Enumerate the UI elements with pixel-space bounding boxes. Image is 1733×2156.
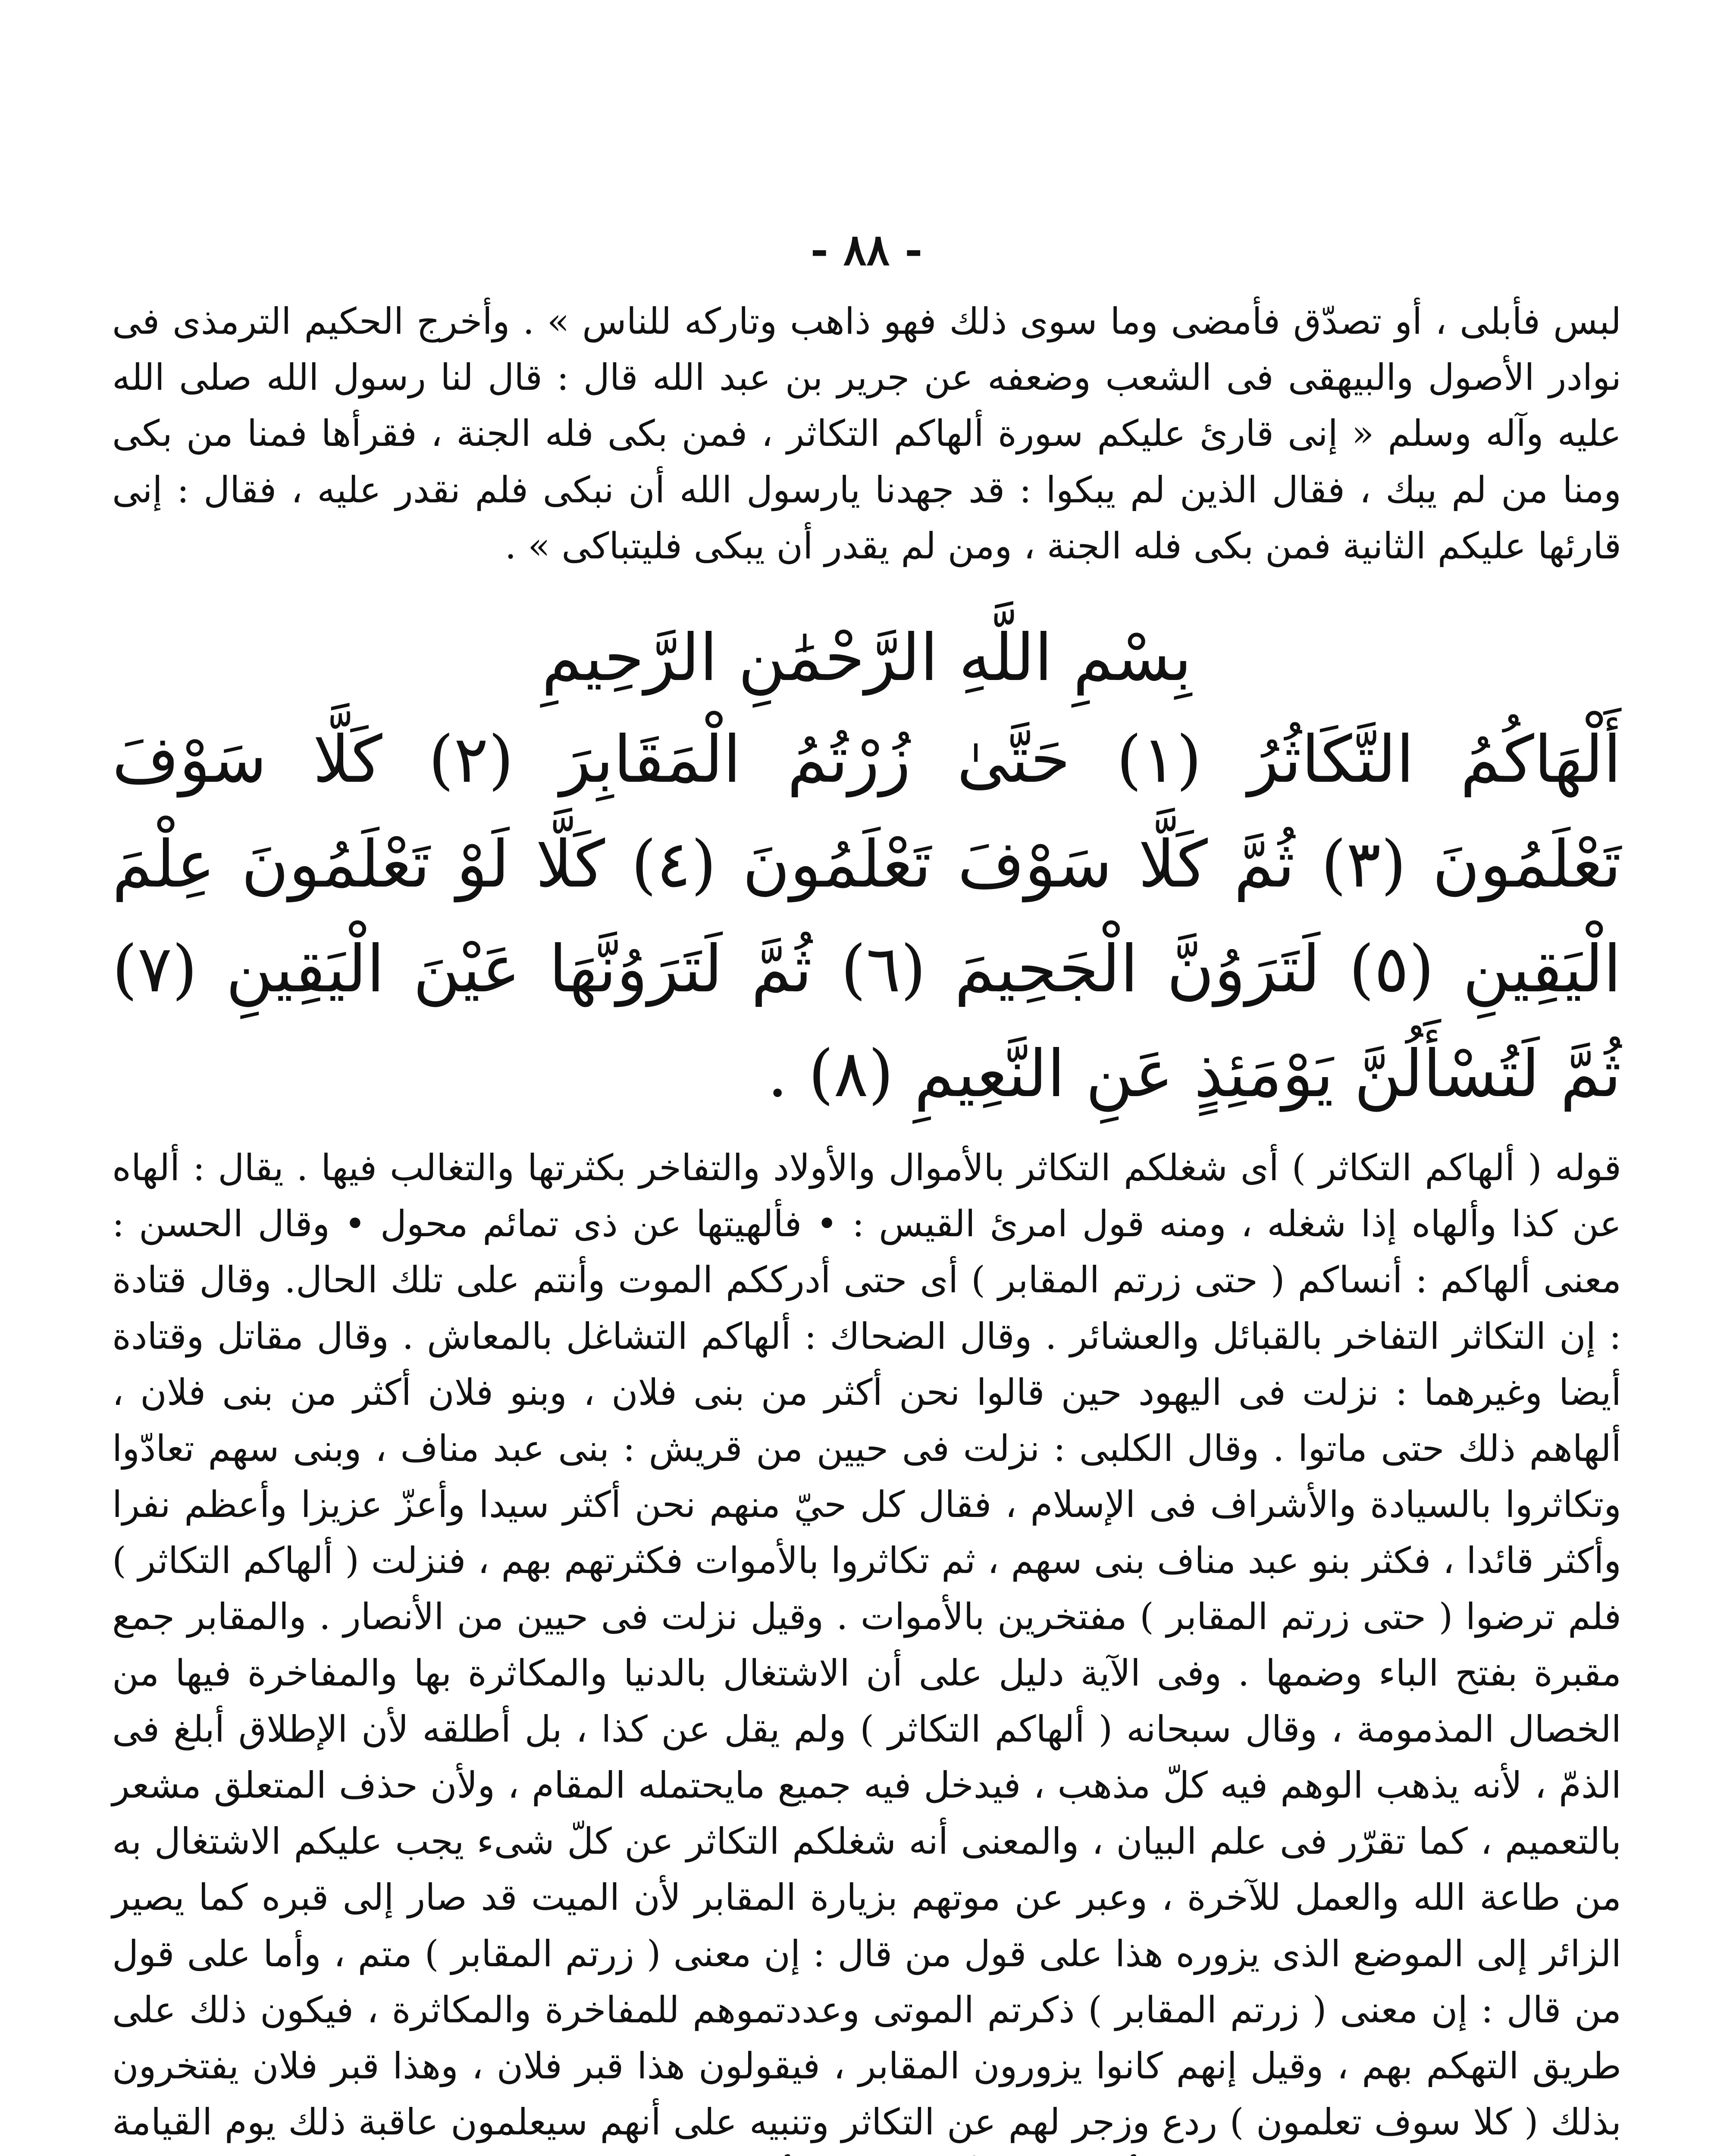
page-number: - ٨٨ - (810, 224, 923, 275)
page-body (112, 224, 1621, 2156)
quran-verses: أَلْهَاكُمُ التَّكَاثُرُ (١) حَتَّىٰ زُرْتُمُ الْمَقَابِرَ (٢) كَلَّا سَوْفَ تَعْلَمُونَ (٣) ثُمَّ كَلَّا سَوْفَ تَعْلَمُونَ (٤) كَلَّا لَوْ تَعْلَمُونَ عِلْمَ الْيَقِينِ (٥) لَتَرَوُنَّ الْجَحِيمَ (٦) ثُمَّ لَتَرَوُنَّهَا عَيْنَ الْيَقِينِ (٧) ثُمَّ لَتُسْأَلُنَّ يَوْمَئِذٍ عَنِ النَّعِيمِ (٨) . (112, 722, 1622, 1112)
basmala: بِسْمِ اللَّهِ الرَّحْمَٰنِ الرَّحِيمِ (542, 620, 1192, 696)
commentary-paragraph: قوله ( ألهاكم التكاثر ) أى شغلكم التكاثر بالأموال والأولاد والتفاخر بكثرتها والتغالب فيها . يقال : ألهاه عن كذا وألهاه إذا شغله ، ومنه قول امرئ القيس : • فألهيتها عن ذى تمائم محول • وقال الحسن : معنى ألهاكم : أنساكم ( حتى زرتم المقابر ) أى حتى أدرككم الموت وأنتم على تلك الحال. وقال قتادة : إن التكاثر التفاخر بالقبائل والعشائر . وقال الضحاك : ألهاكم التشاغل بالمعاش . وقال مقاتل وقتادة أيضا وغيرهما : نزلت فى اليهود حين قالوا نحن أكثر من بنى فلان ، وبنو فلان أكثر من بنى فلان ، ألهاهم ذلك حتى ماتوا . وقال الكلبى : نزلت فى حيين من قريش : بنى عبد مناف ، وبنى سهم تعادّوا وتكاثروا بالسيادة والأشراف فى الإسلام ، فقال كل حيّ منهم نحن أكثر سيدا وأعزّ عزيزا وأعظم نفرا وأكثر قائدا ، فكثر بنو عبد مناف بنى سهم ، ثم تكاثروا بالأموات فكثرتهم بهم ، فنزلت ( ألهاكم التكاثر ) فلم ترضوا ( حتى زرتم المقابر ) مفتخرين بالأموات . وقيل نزلت فى حيين من الأنصار . والمقابر جمع مقبرة بفتح الباء وضمها . وفى الآية دليل على أن الاشتغال بالدنيا والمكاثرة بها والمفاخرة فيها من الخصال المذمومة ، وقال سبحانه ( ألهاكم التكاثر ) ولم يقل عن كذا ، بل أطلقه لأن الإطلاق أبلغ فى الذمّ ، لأنه يذهب الوهم فيه كلّ مذهب ، فيدخل فيه جميع مايحتمله المقام ، ولأن حذف المتعلق مشعر بالتعميم ، كما تقرّر فى علم البيان ، والمعنى أنه شغلكم التكاثر عن كلّ شىء يجب عليكم الاشتغال به من طاعة الله والعمل للآخرة ، وعبر عن موتهم بزيارة المقابر لأن الميت قد صار إلى قبره كما يصير الزائر إلى الموضع الذى يزوره هذا على قول من قال : إن معنى ( زرتم المقابر ) متم ، وأما على قول من قال : إن معنى ( زرتم المقابر ) ذكرتم الموتى وعددتموهم للمفاخرة والمكاثرة ، فيكون ذلك على طريق التهكم بهم ، وقيل إنهم كانوا يزورون المقابر ، فيقولون هذا قبر فلان ، وهذا قبر فلان يفتخرون بذلك ( كلا سوف تعلمون ) ردع وزجر لهم عن التكاثر وتنبيه على أنهم سيعلمون عاقبة ذلك يوم القيامة (112, 1146, 1621, 2143)
intro-paragraph: لبس فأبلى ، أو تصدّق فأمضى وما سوى ذلك فهو ذاهب وتاركه للناس » . وأخرج الحكيم الترمذى فى نوادر الأصول والبيهقى فى الشعب وضعفه عن جرير بن عبد الله قال : قال لنا رسول الله صلى الله عليه وآله وسلم « إنى قارئ عليكم سورة ألهاكم التكاثر ، فمن بكى فله الجنة ، فقرأها فمنا من بكى ومنا من لم يبك ، فقال الذين لم يبكوا : قد جهدنا يارسول الله أن نبكى فلم نقدر عليه ، فقال : إنى قارئها عليكم الثانية فمن بكى فله الجنة ، ومن لم يقدر أن يبكى فليتباكى » . (112, 300, 1621, 567)
